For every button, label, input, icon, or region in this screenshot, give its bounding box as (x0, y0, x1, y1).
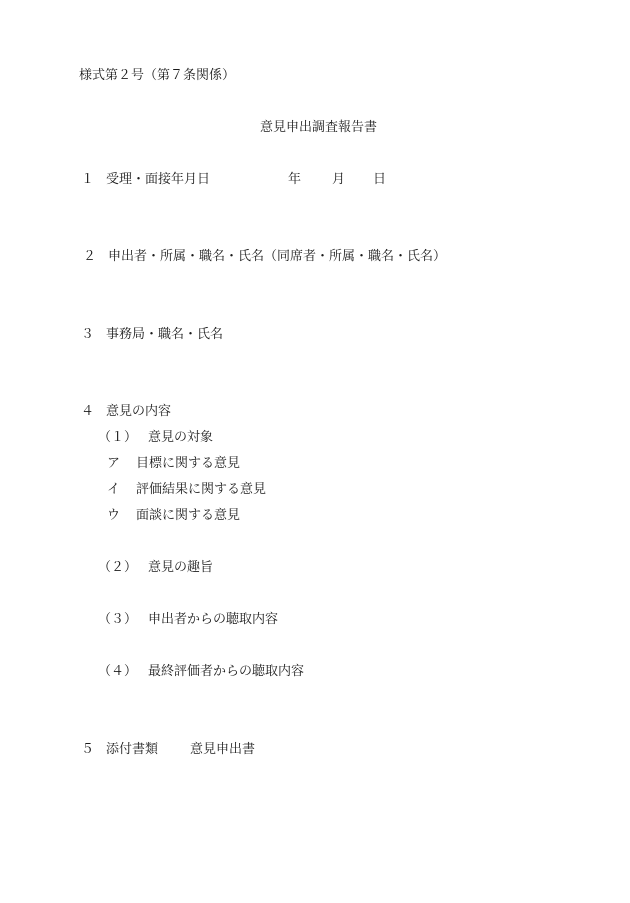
section-1-label: 受理・面接年月日 (106, 172, 211, 187)
subsection-3-label: 申出者からの聴取内容 (148, 612, 279, 627)
item-a-mark: ア (107, 456, 121, 471)
item-i-text: 評価結果に関する意見 (136, 482, 267, 497)
attachment-value: 意見申出書 (190, 742, 256, 757)
section-3-number: ３ (81, 327, 95, 342)
section-5-number: ５ (81, 742, 95, 757)
subsection-1-number: （１） (98, 430, 138, 445)
subsection-2-number: （２） (98, 560, 138, 575)
section-4-number: ４ (81, 404, 95, 419)
subsection-3-number: （３） (98, 612, 138, 627)
section-2-label: 申出者・所属・職名・氏名（同席者・所属・職名・氏名） (108, 249, 447, 264)
item-a-text: 目標に関する意見 (136, 456, 241, 471)
subsection-2-label: 意見の趣旨 (148, 560, 214, 575)
section-5-label: 添付書類 (106, 742, 159, 757)
day-label: 日 (373, 172, 387, 187)
subsection-4-number: （４） (98, 664, 138, 679)
item-i-mark: イ (107, 482, 121, 497)
section-1-number: １ (81, 172, 95, 187)
section-3-label: 事務局・職名・氏名 (106, 327, 224, 342)
item-u-mark: ウ (107, 508, 121, 523)
document-title: 意見申出調査報告書 (260, 120, 378, 135)
form-number: 様式第２号（第７条関係） (79, 68, 236, 83)
subsection-4-label: 最終評価者からの聴取内容 (148, 664, 305, 679)
section-2-number: ２ (83, 249, 97, 264)
section-4-label: 意見の内容 (106, 404, 172, 419)
item-u-text: 面談に関する意見 (136, 508, 241, 523)
month-label: 月 (332, 172, 346, 187)
subsection-1-label: 意見の対象 (148, 430, 214, 445)
year-label: 年 (288, 172, 302, 187)
